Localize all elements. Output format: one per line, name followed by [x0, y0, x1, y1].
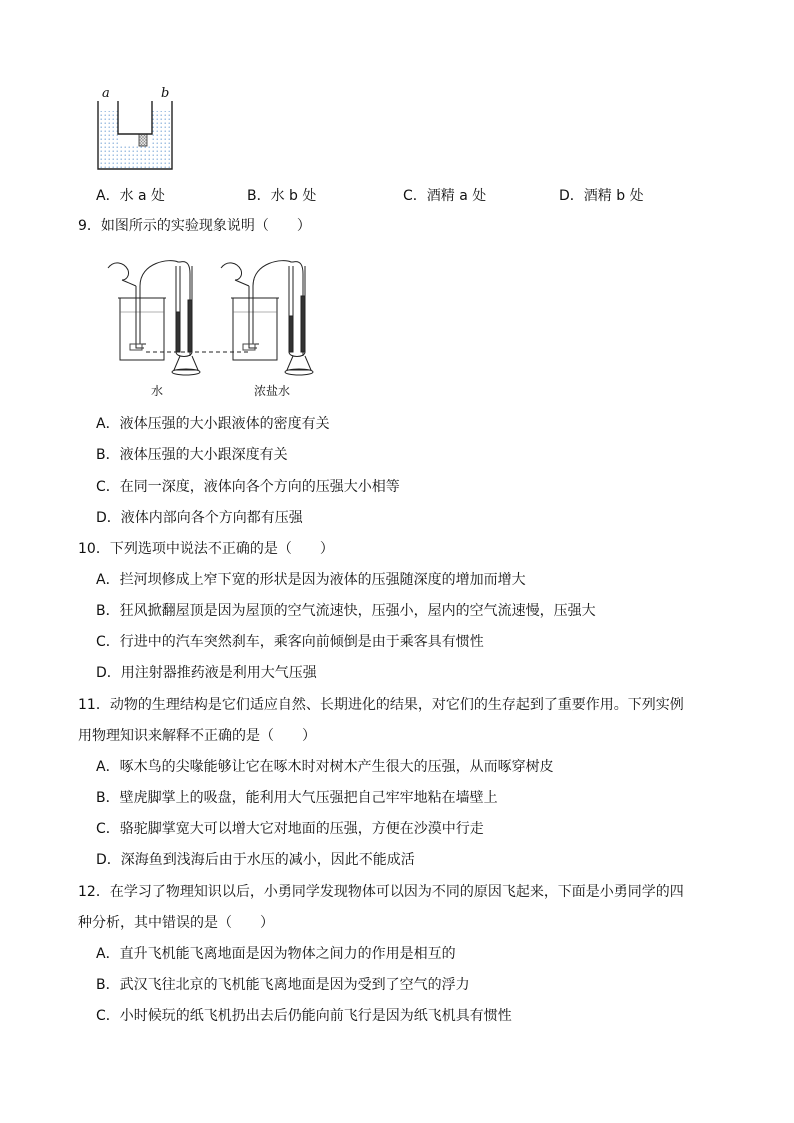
q12-option-b[interactable]: B．武汉飞往北京的飞机能飞离地面是因为受到了空气的浮力: [96, 977, 470, 993]
q12-stem-line2: 种分析，其中错误的是（ ）: [78, 915, 274, 931]
q8-option-c[interactable]: C．酒精 a 处: [403, 188, 487, 204]
q11-option-c[interactable]: C．骆驼脚掌宽大可以增大它对地面的压强，方便在沙漠中行走: [96, 821, 484, 837]
q8-option-a[interactable]: A．水 a 处: [96, 188, 166, 204]
pressure-gauge-figure: [100, 252, 350, 402]
q10-stem: 10．下列选项中说法不正确的是（ ）: [78, 541, 334, 557]
figure-label-water: 水: [151, 384, 164, 398]
q12-stem-line1: 12．在学习了物理知识以后，小勇同学发现物体可以因为不同的原因飞起来，下面是小勇同学的四: [78, 884, 684, 900]
q9-stem: 9．如图所示的实验现象说明（ ）: [78, 218, 311, 234]
q10-option-a[interactable]: A．拦河坝修成上窄下宽的形状是因为液体的压强随深度的增加而增大: [96, 572, 526, 588]
connected-vessel-figure: [92, 86, 188, 176]
q11-stem-line1: 11．动物的生理结构是它们适应自然、长期进化的结果，对它们的生存起到了重要作用。下列实例: [78, 697, 684, 713]
q12-option-a[interactable]: A．直升飞机能飞离地面是因为物体之间力的作用是相互的: [96, 946, 456, 962]
q10-option-d[interactable]: D．用注射器推药液是利用大气压强: [96, 665, 317, 681]
q9-option-a[interactable]: A．液体压强的大小跟液体的密度有关: [96, 416, 330, 432]
q10-option-c[interactable]: C．行进中的汽车突然刹车，乘客向前倾倒是由于乘客具有惯性: [96, 634, 484, 650]
q11-option-b[interactable]: B．壁虎脚掌上的吸盘，能利用大气压强把自己牢牢地粘在墙壁上: [96, 790, 498, 806]
q8-option-d[interactable]: D．酒精 b 处: [559, 188, 644, 204]
q8-option-b[interactable]: B．水 b 处: [247, 188, 317, 204]
q10-option-b[interactable]: B．狂风掀翻屋顶是因为屋顶的空气流速快，压强小，屋内的空气流速慢，压强大: [96, 603, 596, 619]
q12-option-c[interactable]: C．小时候玩的纸飞机扔出去后仍能向前飞行是因为纸飞机具有惯性: [96, 1008, 512, 1024]
q9-option-c[interactable]: C．在同一深度，液体向各个方向的压强大小相等: [96, 479, 400, 495]
figure-label-b: b: [161, 86, 170, 101]
q11-stem-line2: 用物理知识来解释不正确的是（ ）: [78, 728, 316, 744]
q11-option-a[interactable]: A．啄木鸟的尖喙能够让它在啄木时对树木产生很大的压强，从而啄穿树皮: [96, 759, 554, 775]
pressure-gauge-drawing: [100, 252, 350, 380]
connected-vessel-drawing: [92, 86, 188, 176]
q8-options-row: [0, 186, 794, 206]
q11-option-d[interactable]: D．深海鱼到浅海后由于水压的减小，因此不能成活: [96, 852, 415, 868]
q9-option-d[interactable]: D．液体内部向各个方向都有压强: [96, 510, 303, 526]
figure-label-a: a: [102, 86, 110, 101]
figure-label-brine: 浓盐水: [254, 384, 291, 398]
q9-option-b[interactable]: B．液体压强的大小跟深度有关: [96, 447, 288, 463]
